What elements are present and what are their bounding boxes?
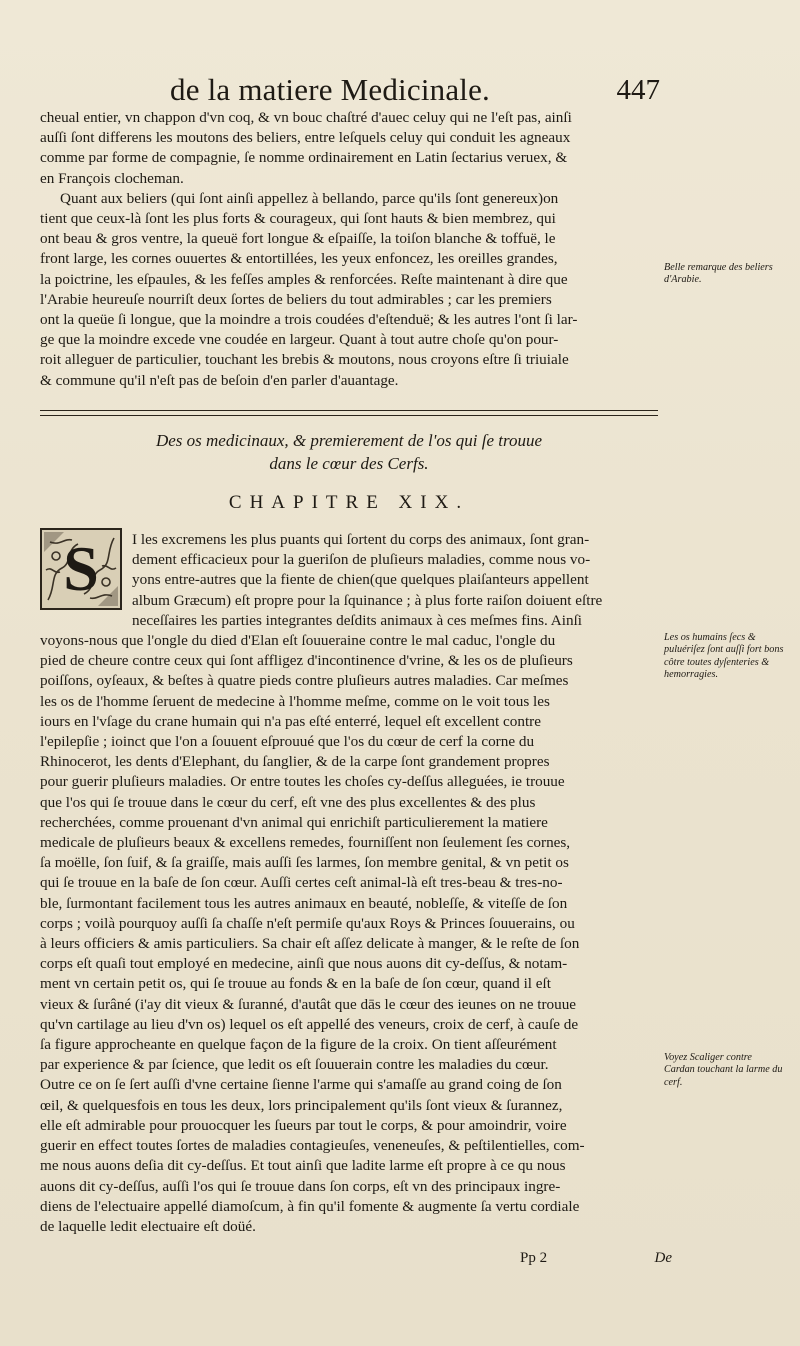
section-rule: [40, 410, 658, 411]
text-line: corps ; voilà pourquoy auſſi ſa chaſſe n'eſt permiſe qu'aux Roys & Princes ſouuerains, ou: [40, 914, 575, 932]
text-line: pour guerir pluſieurs maladies. Or entre toutes les choſes cy-deſſus alleguées, ie trouue: [40, 773, 565, 791]
text-line: ge que la moindre excede vne coudée en largeur. Quant à tout autre choſe qu'on pour-: [40, 331, 559, 349]
text-line: les os de l'homme ſeruent de medecine à l'homme meſme, comme on le voit tous les: [40, 692, 550, 710]
text-line: l'epilepſie ; ioinct que l'on a ſouuent eſprouué que l'os du cœur de cerf la corne du: [40, 733, 535, 751]
text-line: elle eſt admirable pour prouocquer les ſueurs par tout le corps, & pour amoindrir, voire: [40, 1116, 567, 1134]
section-title-line2: dans le cœur des Cerfs.: [269, 454, 429, 473]
text-line: guerir en effect toutes ſortes de maladies contagieuſes, veneneuſes, & peſtilentielles, com-: [40, 1137, 585, 1155]
text-line: cheual entier, vn chappon d'vn coq, & vn bouc chaſtré d'auec celuy qui ne l'eſt pas, ainſi: [40, 109, 572, 126]
text-line: que l'os qui ſe trouue dans le cœur du cerf, eſt vne des plus excellentes & des plus: [40, 793, 536, 811]
running-title: de la matiere Medicinale.: [170, 72, 491, 107]
text-line: par experience & par ſcience, que ledit os eſt ſouuerain contre les maladies du cœur.: [40, 1056, 549, 1074]
text-line: I les excremens les plus puants qui ſortent du corps des animaux, ſont gran-: [132, 531, 590, 548]
text-line: dement efficacieux pour la gueriſon de pluſieurs maladies, comme nous vo-: [132, 551, 591, 569]
text-line: front large, les cornes ouuertes & entortillées, les yeux enfoncez, les oreilles grandes,: [40, 250, 558, 268]
text-line: ont beau & gros ventre, la queuë fort longue & eſpaiſſe, la toiſon blanche & toffuë, le: [40, 230, 556, 248]
text-line: diens de l'electuaire appellé diamoſcum, à fin qu'il fomente & augmente ſa vertu cordiale: [40, 1197, 580, 1215]
text-line: Rhinocerot, les dents d'Elephant, du ſanglier, & de la carpe ſont grandement propres: [40, 753, 550, 771]
text-line: neceſſaires les parties integrantes deſdits animaux à ces meſmes fins. Ainſi: [132, 611, 583, 629]
margin-note-scaliger: Voyez Scaliger contre Cardan touchant la larme du cerf.: [664, 1052, 783, 1088]
text-line: roit alleguer de particulier, touchant les brebis & moutons, nous croyons eſtre ſi triuiale: [40, 351, 569, 369]
text-line: me nous auons deſia dit cy-deſſus. Et tout ainſi que ladite larme eſt propre à ce qu nous: [40, 1157, 566, 1175]
margin-note-os-humains: Les os humains ſecs & puluériſez ſont auſſi fort bons côtre toutes dyſenteries & hemorragies.: [664, 632, 784, 681]
text-line: tient que ceux-là ſont les plus forts & courageux, qui ſont hauts & bien membrez, qui: [40, 210, 556, 228]
text-line: en François clocheman.: [40, 169, 184, 187]
text-line: œil, & quelquesfois en tous les deux, lors principalement qu'ils ſont vieux & ſurannez,: [40, 1096, 563, 1114]
text-block-beliers: [40, 108, 658, 391]
text-line: album Græcum) eſt propre pour la ſquinance ; à plus forte raiſon doiuent eſtre: [132, 591, 603, 609]
text-line: & commune qu'il n'eſt pas de beſoin d'en parler d'auantage.: [40, 371, 399, 389]
text-line: iours en l'vſage du crane humain qui n'a pas eſté enterré, lequel eſt excellent contre: [40, 712, 541, 730]
text-line: vieux & ſurâné (i'ay dit vieux & ſuranné, d'autât que dās le cœur des ieunes on ne trouue: [40, 995, 577, 1013]
signature-mark: Pp 2: [520, 1250, 548, 1266]
text-line: auons dit cy-deſſus, auſſi l'os qui ſe trouue dans ſon corps, eſt vn des principaux ingre-: [40, 1177, 561, 1195]
text-line: auſſi ſont differens les moutons des beliers, entre leſquels celuy qui conduit les agneaux: [40, 129, 571, 147]
text-line: la poictrine, les eſpaules, & les feſſes amples & renforcées. Reſte maintenant à dire que: [40, 270, 568, 288]
text-line: Quant aux beliers (qui ſont ainſi appellez à bellando, parce qu'ils ſont genereux)on: [60, 189, 559, 207]
text-line: poiſſons, oyſeaux, & beſtes à quatre pieds contre pluſieurs autres maladies. Car meſmes: [40, 672, 569, 690]
text-line: recherchées, comme prouenant d'vn animal qui enrichiſt particulierement la matiere: [40, 813, 548, 831]
page-number: 447: [616, 74, 660, 106]
text-line: ont la queüe ſi longue, que la moindre a trois coudées d'eſtenduë; & les autres l'ont ſi lar-: [40, 311, 578, 329]
text-line: ment vn certain petit os, qui ſe trouue au fonds & en la baſe de ſon cœur, quand il eſt: [40, 975, 551, 993]
text-line: qui ſe trouue en la baſe de ſon cœur. Auſſi certes ceſt animal-là eſt tres-beau & tres-no-: [40, 874, 563, 892]
text-line: de laquelle ledit electuaire eſt doüé.: [40, 1217, 256, 1235]
text-line: Outre ce on ſe ſert auſſi d'vne certaine ſienne l'arme qui s'amaſſe au grand coing de ſon: [40, 1076, 562, 1094]
text-line: corps eſt quaſi tout employé en medecine, ainſi que nous auons dit cy-deſſus, & notam-: [40, 955, 568, 973]
text-line: voyons-nous que l'ongle du died d'Elan eſt ſouueraine contre le mal caduc, l'ongle du: [40, 632, 556, 650]
section-rule-thin: [40, 415, 658, 416]
drop-cap-letter: S: [63, 533, 99, 604]
text-line: ſa moëlle, ſon ſuif, & ſa graiſſe, mais auſſi ſes larmes, ſon membre genital, & vn petit os: [40, 854, 569, 872]
chapter-heading: CHAPITRE XIX.: [228, 492, 470, 513]
text-line: ble, ſurmontant facilement tous les autres animaux en beauté, nobleſſe, & viteſſe de ſon: [40, 894, 568, 912]
text-line: qu'vn cartilage au lieu d'vn os) lequel os eſt appellé des veneurs, croix de cerf, à cauſe de: [40, 1015, 579, 1033]
text-line: pied de cheure contre ceux qui ſont affligez d'incontinence d'vrine, & les os de pluſieurs: [40, 652, 573, 670]
text-line: l'Arabie heureuſe nourriſt deux ſortes de beliers du tout admirables ; car les premiers: [40, 290, 552, 308]
text-line: ſa figure approcheante en quelque façon de la figure de la croix. On tient aſſeurément: [40, 1036, 557, 1054]
text-line: comme par forme de compagnie, ſe nomme ordinairement en Latin ſectarius veruex, &: [40, 149, 568, 167]
section-title-line1: Des os medicinaux, & premierement de l'os qui ſe trouue: [155, 431, 543, 450]
catchword: De: [654, 1250, 672, 1266]
page-footer: [40, 1250, 672, 1272]
text-line: medicale de pluſieurs beaux & excellens remedes, fourniſſent non ſeulement ſes cornes,: [40, 834, 571, 852]
margin-note-beliers: Belle remarque des beliers d'Arabie.: [664, 262, 773, 286]
text-line: à leurs officiers & amis particuliers. Sa chair eſt aſſez delicate à manger, & le reſte de ſon: [40, 935, 580, 953]
text-block-chapter: [40, 530, 658, 1237]
text-line: yons entre-autres que la fiente de chien(que quelques plaiſanteurs appellent: [132, 571, 589, 589]
